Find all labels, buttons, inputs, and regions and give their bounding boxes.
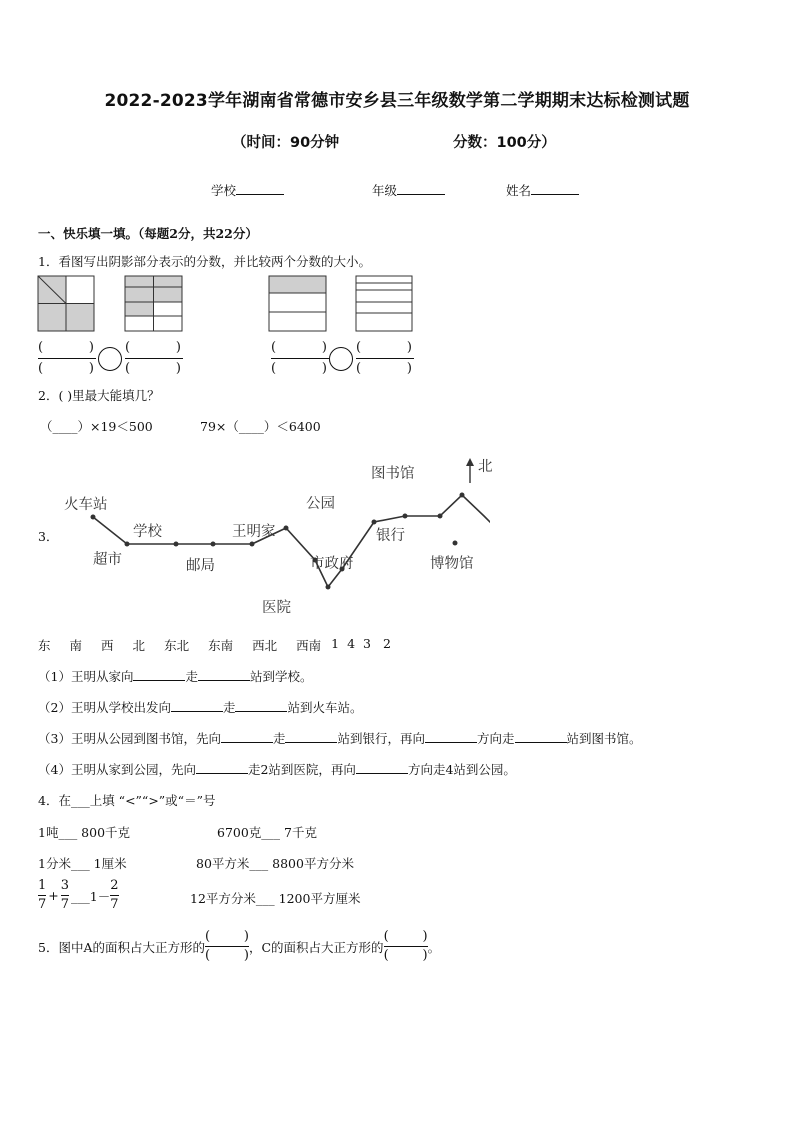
q3-3-blank-a[interactable] (221, 730, 273, 743)
q3-sub-1: （1）王明从家向 走 站到学校。 (38, 669, 313, 684)
place-library: 图书馆 (371, 466, 415, 482)
q1-fraction-4[interactable]: ( ) ( ) (356, 340, 412, 376)
question-5: 5．图中A的面积占大正方形的 ( ) ( ) ，C的面积占大正方形的 ( ) ( ) 。 (38, 929, 441, 963)
q3-4-blank-a[interactable] (196, 761, 248, 774)
place-wang-home: 王明家 (232, 524, 276, 540)
q3-3-blank-d[interactable] (515, 730, 567, 743)
q5-fraction-c[interactable]: ( ) ( ) (383, 929, 428, 963)
q3-1-blank-a[interactable] (133, 668, 185, 681)
question-2-text: 2．( )里最大能填几？ (38, 388, 160, 403)
direction-word-bank: 东 南 西 北 东北 东南 西北 西南 1 4 3 2 (38, 636, 391, 653)
q5-fraction-a[interactable]: ( ) ( ) (204, 929, 249, 963)
name-field[interactable] (506, 181, 579, 199)
compare-circle-1[interactable] (98, 347, 122, 371)
place-city-hall: 市政府 (310, 556, 354, 572)
place-hospital: 医院 (262, 600, 291, 616)
q4-item-c[interactable]: 1分米___ 1厘米 (38, 856, 127, 871)
total-score: 分数：100分） (453, 135, 556, 151)
q3-sub-3: （3）王明从公园到图书馆，先向 走 站到银行，再向 方向走 站到图书馆。 (38, 731, 642, 746)
grade-field[interactable] (372, 181, 445, 199)
page-title: 2022-2023学年湖南省常德市安乡县三年级数学第二学期期末达标检测试题 (104, 91, 690, 111)
q1-fraction-1[interactable]: ( ) ( ) (38, 340, 94, 376)
q3-3-blank-b[interactable] (285, 730, 337, 743)
north-label: 北 (478, 459, 493, 475)
figure-3 (269, 276, 326, 331)
question-3-number: 3． (38, 529, 59, 544)
q3-2-blank-a[interactable] (171, 699, 223, 712)
q1-fraction-3[interactable]: ( ) ( ) (271, 340, 327, 376)
fraction-3-7: 3 7 (60, 878, 70, 912)
q4-item-a[interactable]: 1吨___ 800千克 (38, 825, 131, 840)
school-field[interactable] (211, 181, 284, 199)
compare-circle-2[interactable] (329, 347, 353, 371)
q3-4-blank-b[interactable] (356, 761, 408, 774)
name-blank[interactable] (531, 182, 579, 195)
place-museum: 博物馆 (430, 556, 474, 572)
q3-2-blank-b[interactable] (235, 699, 287, 712)
grade-label: 年级 (372, 183, 398, 198)
grade-blank[interactable] (397, 182, 445, 195)
place-supermarket: 超市 (93, 552, 122, 568)
q2-item-a[interactable]: （____）×19＜500 (40, 419, 153, 434)
school-blank[interactable] (236, 182, 284, 195)
question-4-text: 4．在___上填 “<”“>”或“＝”号 (38, 793, 216, 808)
figure-2 (125, 276, 182, 331)
question-1-text: 1．看图写出阴影部分表示的分数，并比较两个分数的大小。 (38, 254, 371, 269)
section-heading: 一、快乐填一填。（每题2分，共22分） (38, 226, 258, 241)
figure-1 (38, 276, 94, 331)
place-school: 学校 (133, 524, 162, 540)
time-limit: （时间：90分钟 (232, 135, 340, 151)
place-park: 公园 (306, 496, 335, 512)
q3-1-blank-b[interactable] (198, 668, 250, 681)
q2-item-b[interactable]: 79×（____）＜6400 (200, 419, 321, 434)
q4-item-d[interactable]: 80平方米___ 8800平方分米 (196, 856, 354, 871)
q3-sub-4: （4）王明从家到公园，先向 走2站到医院，再向 方向走4站到公园。 (38, 762, 516, 777)
q1-figures (36, 272, 426, 334)
q3-3-blank-c[interactable] (425, 730, 477, 743)
school-label: 学校 (211, 183, 237, 198)
q4-item-e[interactable]: 1 7 + 3 7 ___1－ 2 7 (38, 878, 119, 912)
q1-fraction-2[interactable]: ( ) ( ) (125, 340, 181, 376)
place-bank: 银行 (376, 528, 405, 544)
place-train-station: 火车站 (64, 497, 108, 513)
fraction-1-7: 1 7 (38, 878, 47, 912)
q4-item-f[interactable]: 12平方分米___ 1200平方厘米 (190, 891, 361, 906)
q3-sub-2: （2）王明从学校出发向 走 站到火车站。 (38, 700, 363, 715)
name-label: 姓名 (506, 183, 532, 198)
fraction-2-7: 2 7 (110, 878, 119, 912)
q4-item-b[interactable]: 6700克___ 7千克 (217, 825, 317, 840)
place-post-office: 邮局 (186, 558, 215, 574)
figure-4 (356, 276, 412, 331)
